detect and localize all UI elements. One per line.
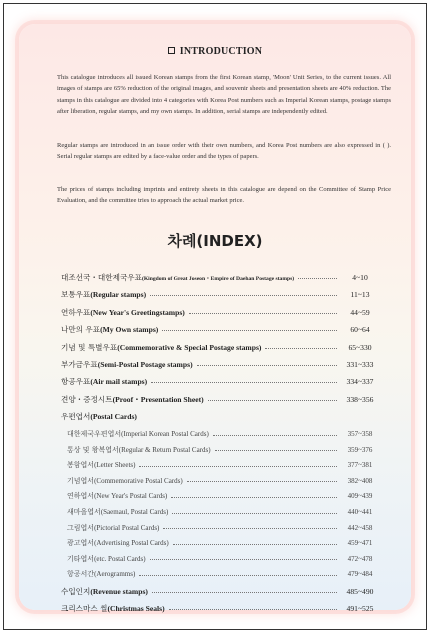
toc-leader-dots <box>208 400 337 401</box>
toc-entry-pages: 331~333 <box>346 359 374 369</box>
toc-leader-dots <box>215 450 337 451</box>
toc-entry-korean: 우편엽서 <box>61 411 91 421</box>
toc-entry-label <box>67 445 211 455</box>
toc-entry-pages: 472~478 <box>347 554 373 563</box>
toc-leader-dots <box>163 528 337 529</box>
toc-leader-dots <box>150 295 337 296</box>
toc-entry-label <box>67 491 167 501</box>
toc-entry-pages: 357~358 <box>347 430 373 438</box>
toc-entry-pages: 359~376 <box>347 445 373 454</box>
toc-entry[interactable] <box>61 288 379 302</box>
intro-paragraph: Regular stamps are introduced in an issue order with their own numbers, and Korea Post numbers are also expressed in ( ). Serial regular stamps are edited by a face-value order and the types of papers. <box>57 142 391 161</box>
toc-entry-pages: 11~13 <box>350 290 370 299</box>
toc-entry-label <box>61 586 148 597</box>
toc-entry-english: (Postal Cards) <box>90 411 137 421</box>
toc-entry-korean: 새마을엽서 <box>67 508 101 516</box>
introduction-heading <box>0 46 430 57</box>
toc-leader-dots <box>151 382 337 383</box>
toc-entry-english: (Letter Sheets) <box>94 461 136 469</box>
toc-entry-korean: 기념 및 특별우표 <box>61 342 118 352</box>
toc-entry-pages: 485~490 <box>346 586 374 596</box>
toc-entry[interactable] <box>67 443 379 457</box>
toc-entry[interactable] <box>67 427 379 441</box>
toc-entry-label <box>61 359 193 370</box>
toc-entry-korean: 광고엽서 <box>67 539 95 547</box>
toc-entry-label <box>67 460 135 470</box>
toc-entry[interactable] <box>61 323 379 337</box>
toc-entry[interactable] <box>61 584 379 598</box>
toc-entry[interactable] <box>67 567 379 581</box>
toc-entry-english: (Saemaul, Postal Cards) <box>100 508 169 516</box>
toc-leader-dots <box>152 592 337 593</box>
toc-entry[interactable] <box>67 536 379 550</box>
toc-entry[interactable] <box>61 375 379 389</box>
toc-entry-label <box>67 507 168 517</box>
toc-entry-label <box>61 272 294 283</box>
toc-leader-dots <box>162 330 337 331</box>
toc-entry-korean: 봉함엽서 <box>67 461 95 469</box>
introduction-heading-text: INTRODUCTION <box>179 46 263 57</box>
toc-entry-label <box>67 523 159 533</box>
toc-entry[interactable] <box>61 270 379 284</box>
toc-entry[interactable] <box>67 505 379 519</box>
toc-entry-pages: 4~10 <box>352 272 368 282</box>
toc-entry[interactable] <box>61 340 379 354</box>
toc-entry-english: (Advertising Postal Cards) <box>94 539 169 547</box>
toc-entry-english: (Imperial Korean Postal Cards) <box>121 430 209 438</box>
toc-entry-label <box>67 554 146 564</box>
toc-entry[interactable] <box>61 409 379 423</box>
toc-entry-label <box>61 342 261 353</box>
toc-entry-korean: 항공우표 <box>61 377 91 386</box>
toc-entry-korean: 크리스마스 씰 <box>61 603 108 613</box>
toc-entry-label <box>61 289 146 300</box>
toc-entry-label <box>67 429 209 439</box>
toc-entry-label <box>61 603 165 614</box>
toc-leader-dots <box>213 435 337 436</box>
toc-entry-pages: 44~59 <box>350 307 370 317</box>
toc-entry-korean: 기념엽서 <box>67 476 95 485</box>
toc-entry-english: (My Own stamps) <box>100 325 159 334</box>
toc-entry[interactable] <box>67 552 379 566</box>
toc-entry-label <box>67 538 169 548</box>
toc-entry[interactable] <box>67 458 379 472</box>
toc-entry-label <box>61 376 147 387</box>
toc-leader-dots <box>172 513 337 514</box>
toc-entry-label <box>61 411 137 422</box>
toc-leader-dots <box>189 313 337 314</box>
toc-entry-english: (Proof・Presentation Sheet) <box>112 394 204 404</box>
toc-leader-dots <box>139 466 337 467</box>
intro-paragraph: The prices of stamps including imprints and entirety sheets in this catalogue are depend on the Committee of Stamp Price Evaluation, and the committee tries to approach the actual market price. <box>57 186 391 205</box>
toc-entry-english: (Pictorial Postal Cards) <box>94 523 160 532</box>
toc-entry[interactable] <box>67 474 379 488</box>
toc-entry-korean: 대한제국우편엽서 <box>67 430 122 438</box>
toc-entry-pages: 479~484 <box>347 570 373 578</box>
toc-entry-korean: 연하엽서 <box>67 492 95 500</box>
toc-entry[interactable] <box>61 305 379 319</box>
toc-entry-english: (Commemorative & Special Postage stamps) <box>117 342 262 352</box>
toc-leader-dots <box>187 481 337 482</box>
toc-entry-label <box>61 307 185 318</box>
toc-entry-korean: 보통우표 <box>61 290 91 299</box>
toc-entry-pages: 491~525 <box>346 603 374 613</box>
toc-entry-korean: 연하우표 <box>61 307 91 317</box>
toc-entry-korean: 항공서간 <box>67 570 95 578</box>
toc-entry-label <box>67 476 183 486</box>
toc-entry-korean: 나만의 우표 <box>61 325 101 334</box>
toc-entry[interactable] <box>61 392 379 406</box>
intro-paragraph: This catalogue introduces all issued Korean stamps from the first Korean stamp, 'Moon' Unit Series, to the current issues. All images of stamps are 65% reduction of the original images, and souvenir sheets and presentation sheets are 40% reduction. The stamps in this catalogue are divided into 4 categories with Korea Post numbers such as Imperial Korean stamps, postage stamps after liberation, regular stamps, and my own stamps. In addition, serial stamps are independently edited. <box>57 74 391 115</box>
toc-entry[interactable] <box>67 521 379 535</box>
toc-entry-english: (Christmas Seals) <box>107 603 165 613</box>
toc-entry-korean: 수입인지 <box>61 586 91 596</box>
toc-entry-english: (Revenue stamps) <box>90 586 148 596</box>
toc-entry-pages: 382~408 <box>347 476 373 485</box>
toc-entry-pages: 459~471 <box>347 539 373 547</box>
toc-leader-dots <box>139 575 337 576</box>
toc-entry-pages: 440~441 <box>347 508 373 516</box>
toc-entry-pages: 65~330 <box>348 342 372 352</box>
toc-entry-pages: 442~458 <box>347 523 373 532</box>
toc-entry-label <box>61 324 158 335</box>
toc-entry-english: (Semi-Postal Postage stamps) <box>97 359 193 369</box>
toc-entry-label <box>67 569 135 579</box>
toc-entry-korean: 그림엽서 <box>67 523 95 532</box>
toc-entry-label <box>61 394 204 405</box>
toc-entry-korean: 대조선국・대한제국우표 <box>61 272 142 282</box>
toc-leader-dots <box>298 278 337 279</box>
toc-entry-english: (Commemorative Postal Cards) <box>94 476 183 485</box>
toc-leader-dots <box>197 365 337 366</box>
toc-entry-pages: 60~64 <box>350 325 370 334</box>
toc-leader-dots <box>173 544 337 545</box>
toc-entry-english: (Aerogramms) <box>94 570 136 578</box>
toc-entry-korean: 기타엽서 <box>67 554 95 563</box>
toc-entry-english: (Kingdom of Great Joseon・Empire of Daehan Postage stamps) <box>141 275 295 282</box>
toc-leader-dots <box>169 609 337 610</box>
toc-entry-korean: 부가금우표 <box>61 359 98 369</box>
toc-title: 차례(INDEX) <box>167 232 263 250</box>
toc-entry-korean: 통상 및 왕복엽서 <box>67 445 119 454</box>
toc-entry-english: (New Year's Greetingstamps) <box>90 307 185 317</box>
toc-entry-english: (Regular stamps) <box>90 290 147 299</box>
toc-entry-pages: 338~356 <box>346 394 374 404</box>
checkbox-square-icon <box>168 47 175 54</box>
toc-entry-english: (New Year's Postal Cards) <box>94 492 168 500</box>
toc-entry[interactable] <box>67 489 379 503</box>
toc-entry-english: (Regular & Return Postal Cards) <box>118 445 211 454</box>
toc-entry-pages: 377~381 <box>347 461 373 469</box>
toc-entry-korean: 견양・증정시트 <box>61 394 113 404</box>
toc-entry[interactable] <box>61 601 379 615</box>
toc-leader-dots <box>171 497 337 498</box>
toc-entry-pages: 334~337 <box>346 377 374 386</box>
toc-leader-dots <box>150 559 337 560</box>
toc-entry-english: (etc. Postal Cards) <box>94 554 146 563</box>
toc-entry-english: (Air mail stamps) <box>90 377 148 386</box>
toc-entry[interactable] <box>61 357 379 371</box>
toc-entry-pages: 409~439 <box>347 492 373 500</box>
toc-leader-dots <box>265 348 337 349</box>
